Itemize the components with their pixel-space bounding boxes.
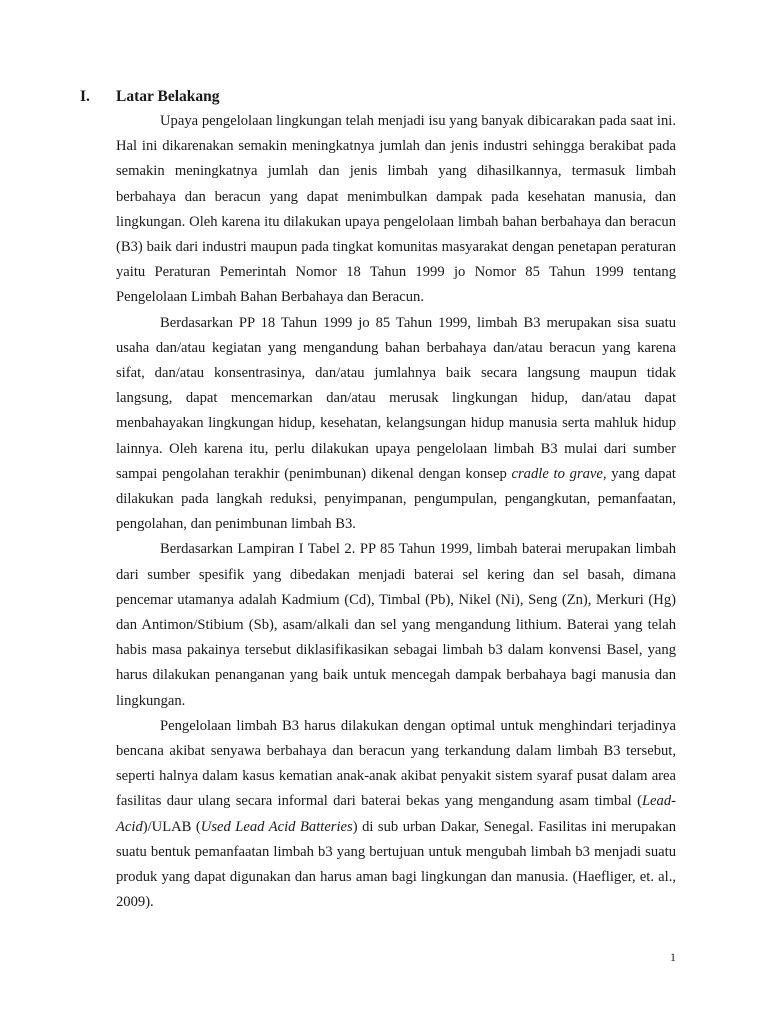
paragraph-4-text-c: ) di sub urban Dakar, Senegal. Fasilitas ini merupakan suatu bentuk pemanfaatan limbah b3 yang bertujuan untuk mengubah limbah b3 menjadi suatu produk yang dapat digunakan dan harus aman bagi lingkungan dan manusia. (Haefliger, et. al., 2009).: [116, 818, 676, 911]
page-number: 1: [670, 950, 676, 964]
section-heading: [80, 86, 220, 108]
body-text: [116, 109, 676, 916]
paragraph-2-text-a: Berdasarkan PP 18 Tahun 1999 jo 85 Tahun 1999, limbah B3 merupakan sisa suatu usaha dan/atau kegiatan yang mengandung bahan berbahaya dan/atau beracun yang karena sifat, dan/atau konsentrasinya, dan/atau jumlahnya baik secara langsung maupun tidak langsung, dapat mencemarkan dan/atau merusak lingkungan hidup, dan/atau dapat menbahayakan lingkungan hidup, kesehatan, kelangsungan hidup manusia serta mahluk hidup lainnya. Oleh karena itu, perlu dilakukan upaya pengelolaan limbah B3 mulai dari sumber sampai pengolahan terakhir (penimbunan) dikenal dengan konsep: [116, 314, 676, 482]
section-title: Latar Belakang: [116, 88, 220, 105]
paragraph-1: Upaya pengelolaan lingkungan telah menjadi isu yang banyak dibicarakan pada saat ini. Hal ini dikarenakan semakin meningkatnya jumlah dan jenis industri sehingga berakibat pada semakin meningkatnya jumlah dan jenis limbah yang dihasilkannya, termasuk limbah berbahaya dan beracun yang dapat menimbulkan dampak pada kesehatan manusia, dan lingkungan. Oleh karena itu dilakukan upaya pengelolaan limbah bahan berbahaya dan beracun (B3) baik dari industri maupun pada tingkat komunitas masyarakat dengan penetapan peraturan yaitu Peraturan Pemerintah Nomor 18 Tahun 1999 jo Nomor 85 Tahun 1999 tentang Pengelolaan Limbah Bahan Berbahaya dan Beracun.: [116, 113, 676, 306]
section-number: I.: [80, 88, 90, 105]
paragraph-3: Berdasarkan Lampiran I Tabel 2. PP 85 Tahun 1999, limbah baterai merupakan limbah dari sumber spesifik yang dibedakan menjadi baterai sel kering dan sel basah, dimana pencemar utamanya adalah Kadmium (Cd), Timbal (Pb), Nikel (Ni), Seng (Zn), Merkuri (Hg) dan Antimon/Stibium (Sb), asam/alkali dan sel yang mengandung lithium. Baterai yang telah habis masa pakainya tersebut diklasifikasikan sebagai limbah b3 dalam konvensi Basel, yang harus dilakukan penanganan yang baik untuk mencegah dampak berbahaya bagi manusia dan lingkungan.: [116, 541, 676, 709]
paragraph-4-text-a: Pengelolaan limbah B3 harus dilakukan dengan optimal untuk menghindari terjadinya bencana akibat senyawa berbahaya dan beracun yang terkandung dalam limbah B3 tersebut, seperti halnya dalam kasus kematian anak-anak akibat penyakit sistem syaraf pusat dalam area fasilitas daur ulang secara informal dari baterai bekas yang mengandung asam timbal (: [116, 717, 676, 810]
paragraph-2-text-b: , yang dapat dilakukan pada langkah reduksi, penyimpanan, pengumpulan, pengangkutan, pemanfaatan, pengolahan, dan penimbunan limbah B3.: [116, 465, 676, 533]
paragraph-4-italic-term-2: Used Lead Acid Batteries: [200, 818, 353, 835]
paragraph-4-italic-term-1: Lead-Acid: [116, 793, 676, 835]
paragraph-4: [116, 714, 676, 916]
paragraph-2: [116, 311, 676, 538]
paragraph-2-italic-term: cradle to grave: [511, 465, 603, 482]
paragraph-4-text-b: )/ULAB (: [142, 818, 201, 835]
